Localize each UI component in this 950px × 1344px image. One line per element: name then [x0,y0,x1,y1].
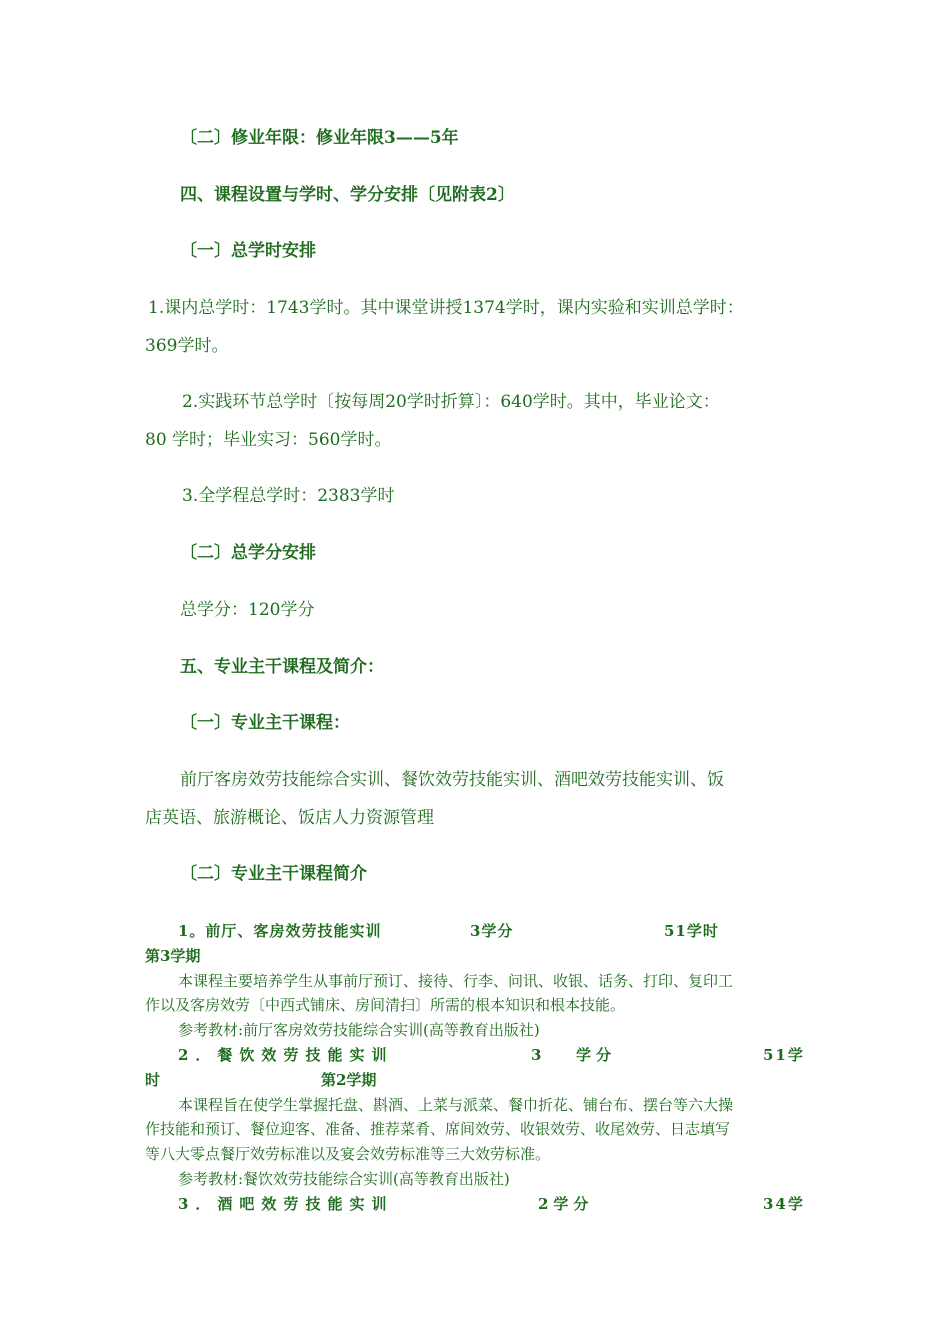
heading-course-intro: 〔二〕专业主干课程简介 [180,864,367,884]
course-1-hours: 51学时 [664,922,719,940]
paragraph-courses-line-1: 前厅客房效劳技能综合实训、餐饮效劳技能实训、酒吧效劳技能实训、饭 [180,770,724,790]
course-2-credits-number: 3 [531,1046,542,1064]
course-2-credits-unit: 学分 [576,1046,617,1064]
paragraph-3: 3.全学程总学时：2383学时 [182,486,395,506]
heading-section-4: 四、课程设置与学时、学分安排〔见附表2〕 [180,185,515,205]
course-2-name: 2．餐饮效劳技能实训 [178,1046,394,1064]
course-3-hours: 34学 [763,1195,805,1213]
course-1-desc-line-2: 作以及客房效劳〔中西式铺床、房间清扫〕所需的根本知识和根本技能。 [145,996,626,1014]
course-3-name: 3．酒吧效劳技能实训 [178,1195,394,1213]
course-1-credits: 3学分 [470,922,514,940]
course-1-desc-line-1: 本课程主要培养学生从事前厅预订、接待、行李、问讯、收银、话务、打印、复印工 [178,972,734,990]
heading-main-courses: 〔一〕专业主干课程： [180,713,350,733]
course-2-desc-line-1: 本课程旨在使学生掌握托盘、斟酒、上菜与派菜、餐巾折花、铺台布、摆台等六大操 [178,1096,734,1114]
course-2-hours-tail: 时 [145,1071,161,1089]
course-2-term: 第2学期 [321,1071,377,1089]
course-1-name: 1。前厅、客房效劳技能实训 [178,922,382,940]
paragraph-1-line-2: 369学时。 [145,336,229,356]
course-2-desc-line-3: 等八大零点餐厅效劳标准以及宴会效劳标准等三大效劳标准。 [145,1145,551,1163]
paragraph-2-line-2: 80 学时；毕业实习：560学时。 [145,430,392,450]
paragraph-2-line-1: 2.实践环节总学时〔按每周20学时折算〕：640学时。其中，毕业论文： [182,392,720,412]
heading-total-credits: 〔二〕总学分安排 [180,543,316,563]
course-1-term: 第3学期 [145,947,201,965]
paragraph-courses-line-2: 店英语、旅游概论、饭店人力资源管理 [145,808,434,828]
course-2-hours: 51学 [763,1046,805,1064]
paragraph-1-line-1: 1.课内总学时：1743学时。其中课堂讲授1374学时，课内实验和实训总学时： [148,298,744,318]
course-3-credits: 2学分 [538,1195,594,1213]
heading-section-5: 五、专业主干课程及简介： [180,657,384,677]
heading-total-hours: 〔一〕总学时安排 [180,241,316,261]
course-2-reference: 参考教材:餐饮效劳技能综合实训(高等教育出版社) [178,1170,510,1188]
paragraph-credits: 总学分：120学分 [180,600,315,620]
course-2-desc-line-2: 作技能和预订、餐位迎客、准备、推荐菜肴、席间效劳、收银效劳、收尾效劳、日志填写 [145,1120,731,1138]
course-1-reference: 参考教材:前厅客房效劳技能综合实训(高等教育出版社) [178,1021,540,1039]
heading-study-years: 〔二〕修业年限：修业年限3——5年 [180,128,459,148]
